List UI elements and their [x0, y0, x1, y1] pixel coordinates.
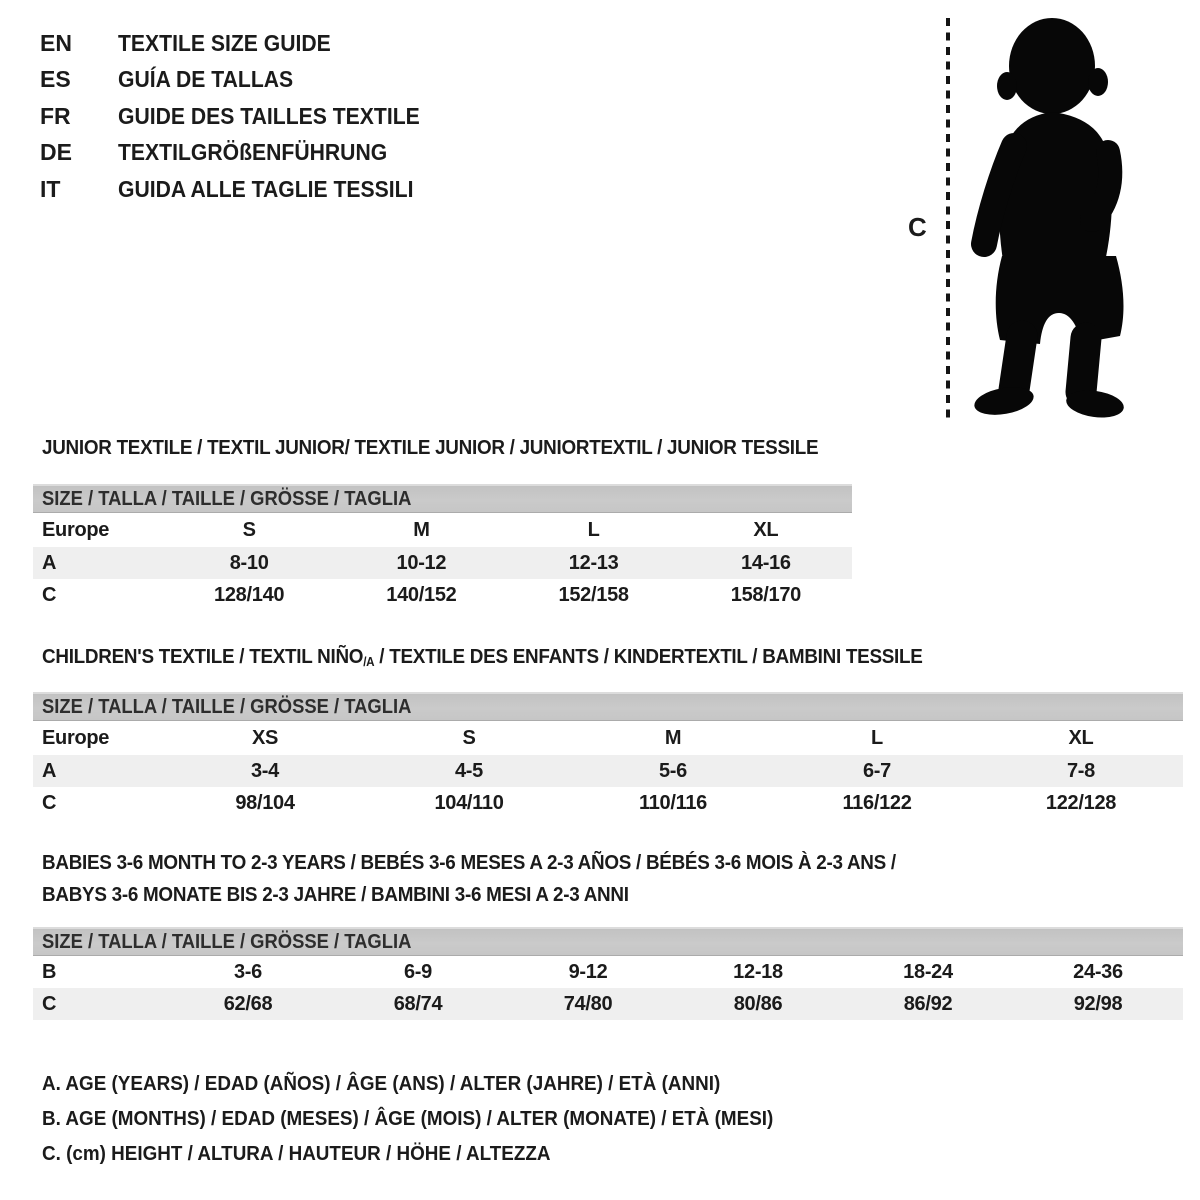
age-value: 7-8 [1066, 759, 1095, 782]
children-title-subscript: /A [363, 653, 375, 669]
size-col-s: S [242, 518, 256, 541]
size-header-label: SIZE / TALLA / TAILLE / GRÖSSE / TAGLIA [42, 696, 412, 718]
height-cm-row [33, 988, 1183, 1020]
legend [42, 1066, 837, 1172]
lang-title: TEXTILGRÖßENFÜHRUNG [118, 139, 388, 166]
height-value: 92/98 [1073, 992, 1123, 1015]
junior-title-text: JUNIOR TEXTILE / TEXTIL JUNIOR/ TEXTILE JUNIOR / JUNIORTEXTIL / JUNIOR TESSILE [42, 436, 819, 459]
height-value: 80/86 [733, 992, 783, 1015]
age-value: 18-24 [903, 960, 953, 983]
size-columns-row [33, 721, 1183, 755]
height-measure-dashed-line [944, 16, 952, 420]
legend-line-a [42, 1066, 837, 1101]
height-value: 140/152 [386, 583, 457, 606]
size-col-m: M [664, 726, 682, 749]
height-marker-label: C [908, 212, 927, 242]
lang-code: ES [40, 66, 71, 93]
age-value: 10-12 [396, 551, 447, 574]
lang-title: GUÍA DE TALLAS [118, 66, 294, 93]
lang-code: IT [40, 175, 61, 202]
lang-row-it [40, 171, 446, 208]
lang-row-de [40, 135, 446, 172]
height-value: 122/128 [1045, 791, 1117, 814]
lang-row-fr [40, 98, 446, 135]
row-label-a: A [42, 551, 57, 574]
row-label-a: A [42, 759, 57, 782]
lang-title: TEXTILE SIZE GUIDE [118, 29, 331, 56]
height-value: 68/74 [393, 992, 443, 1015]
babies-section-title-line2 [42, 883, 680, 907]
height-value: 152/158 [558, 583, 629, 606]
height-value: 74/80 [563, 992, 613, 1015]
age-value: 5-6 [658, 759, 687, 782]
babies-size-table [33, 927, 1183, 1020]
size-header-bar [33, 692, 1183, 721]
lang-row-en [40, 25, 446, 62]
age-value: 12-18 [733, 960, 783, 983]
lang-title: GUIDA ALLE TAGLIE TESSILI [118, 175, 414, 202]
size-header-bar [33, 484, 852, 513]
size-col-xs: XS [251, 726, 279, 749]
size-col-l: L [871, 726, 883, 749]
children-title-suffix: / TEXTILE DES ENFANTS / KINDERTEXTIL / BAMBINI TESSILE [374, 645, 923, 668]
lang-code: DE [40, 139, 72, 166]
height-value: 128/140 [214, 583, 285, 606]
lang-code: EN [40, 29, 72, 56]
lang-title: GUIDE DES TAILLES TEXTILE [118, 102, 420, 129]
children-size-table [33, 692, 1183, 819]
babies-title-text-2: BABYS 3-6 MONATE BIS 2-3 JAHRE / BAMBINI 3-6 MESI A 2-3 ANNI [42, 883, 629, 906]
age-value: 9-12 [568, 960, 608, 983]
lang-code: FR [40, 102, 71, 129]
junior-size-table [33, 484, 852, 611]
children-title-prefix: CHILDREN'S TEXTILE / TEXTIL NIÑO [42, 645, 364, 668]
age-value: 24-36 [1073, 960, 1123, 983]
size-col-xl: XL [753, 518, 779, 541]
height-cm-row [33, 787, 1183, 819]
size-col-m: M [413, 518, 430, 541]
language-header [40, 25, 446, 208]
age-value: 3-4 [250, 759, 279, 782]
row-label-b: B [42, 960, 57, 983]
height-value: 158/170 [730, 583, 801, 606]
age-value: 3-6 [233, 960, 262, 983]
babies-section-title-line1 [42, 851, 970, 875]
height-value: 98/104 [235, 791, 295, 814]
legend-text-b: B. AGE (MONTHS) / EDAD (MESES) / ÂGE (MOIS) / ALTER (MONATE) / ETÀ (MESI) [42, 1107, 774, 1131]
height-value: 116/122 [842, 791, 912, 814]
region-label: Europe [42, 726, 110, 749]
size-col-s: S [462, 726, 476, 749]
junior-section-title [42, 436, 886, 460]
row-label-c: C [42, 992, 57, 1015]
age-years-row [33, 755, 1183, 787]
size-header-label: SIZE / TALLA / TAILLE / GRÖSSE / TAGLIA [42, 488, 412, 510]
age-value: 6-7 [862, 759, 891, 782]
height-value: 104/110 [434, 791, 504, 814]
lang-row-es [40, 62, 446, 99]
children-section-title [42, 645, 999, 669]
legend-line-c [42, 1137, 837, 1172]
size-header-label: SIZE / TALLA / TAILLE / GRÖSSE / TAGLIA [42, 931, 412, 953]
region-label: Europe [42, 518, 110, 541]
toddler-silhouette-image [962, 14, 1138, 420]
row-label-c: C [42, 791, 57, 814]
age-years-row [33, 547, 852, 579]
age-value: 6-9 [403, 960, 432, 983]
height-cm-row [33, 579, 852, 611]
age-value: 12-13 [568, 551, 619, 574]
size-col-xl: XL [1068, 726, 1094, 749]
legend-line-b [42, 1101, 837, 1136]
height-value: 86/92 [903, 992, 953, 1015]
age-months-row [33, 956, 1183, 988]
babies-title-text-1: BABIES 3-6 MONTH TO 2-3 YEARS / BEBÉS 3-6 MESES A 2-3 AÑOS / BÉBÉS 3-6 MOIS À 2-3 ANS / [42, 851, 896, 874]
legend-text-a: A. AGE (YEARS) / EDAD (AÑOS) / ÂGE (ANS) / ALTER (JAHRE) / ETÀ (ANNI) [42, 1071, 721, 1095]
row-label-c: C [42, 583, 57, 606]
height-value: 62/68 [223, 992, 273, 1015]
legend-text-c: C. (cm) HEIGHT / ALTURA / HAUTEUR / HÖHE / ALTEZZA [42, 1142, 551, 1166]
age-value: 14-16 [741, 551, 791, 574]
children-title-text [42, 645, 923, 669]
size-columns-row [33, 513, 852, 547]
size-header-bar [33, 927, 1183, 956]
age-value: 4-5 [454, 759, 483, 782]
age-value: 8-10 [229, 551, 269, 574]
size-col-l: L [587, 518, 600, 541]
height-value: 110/116 [639, 791, 707, 814]
